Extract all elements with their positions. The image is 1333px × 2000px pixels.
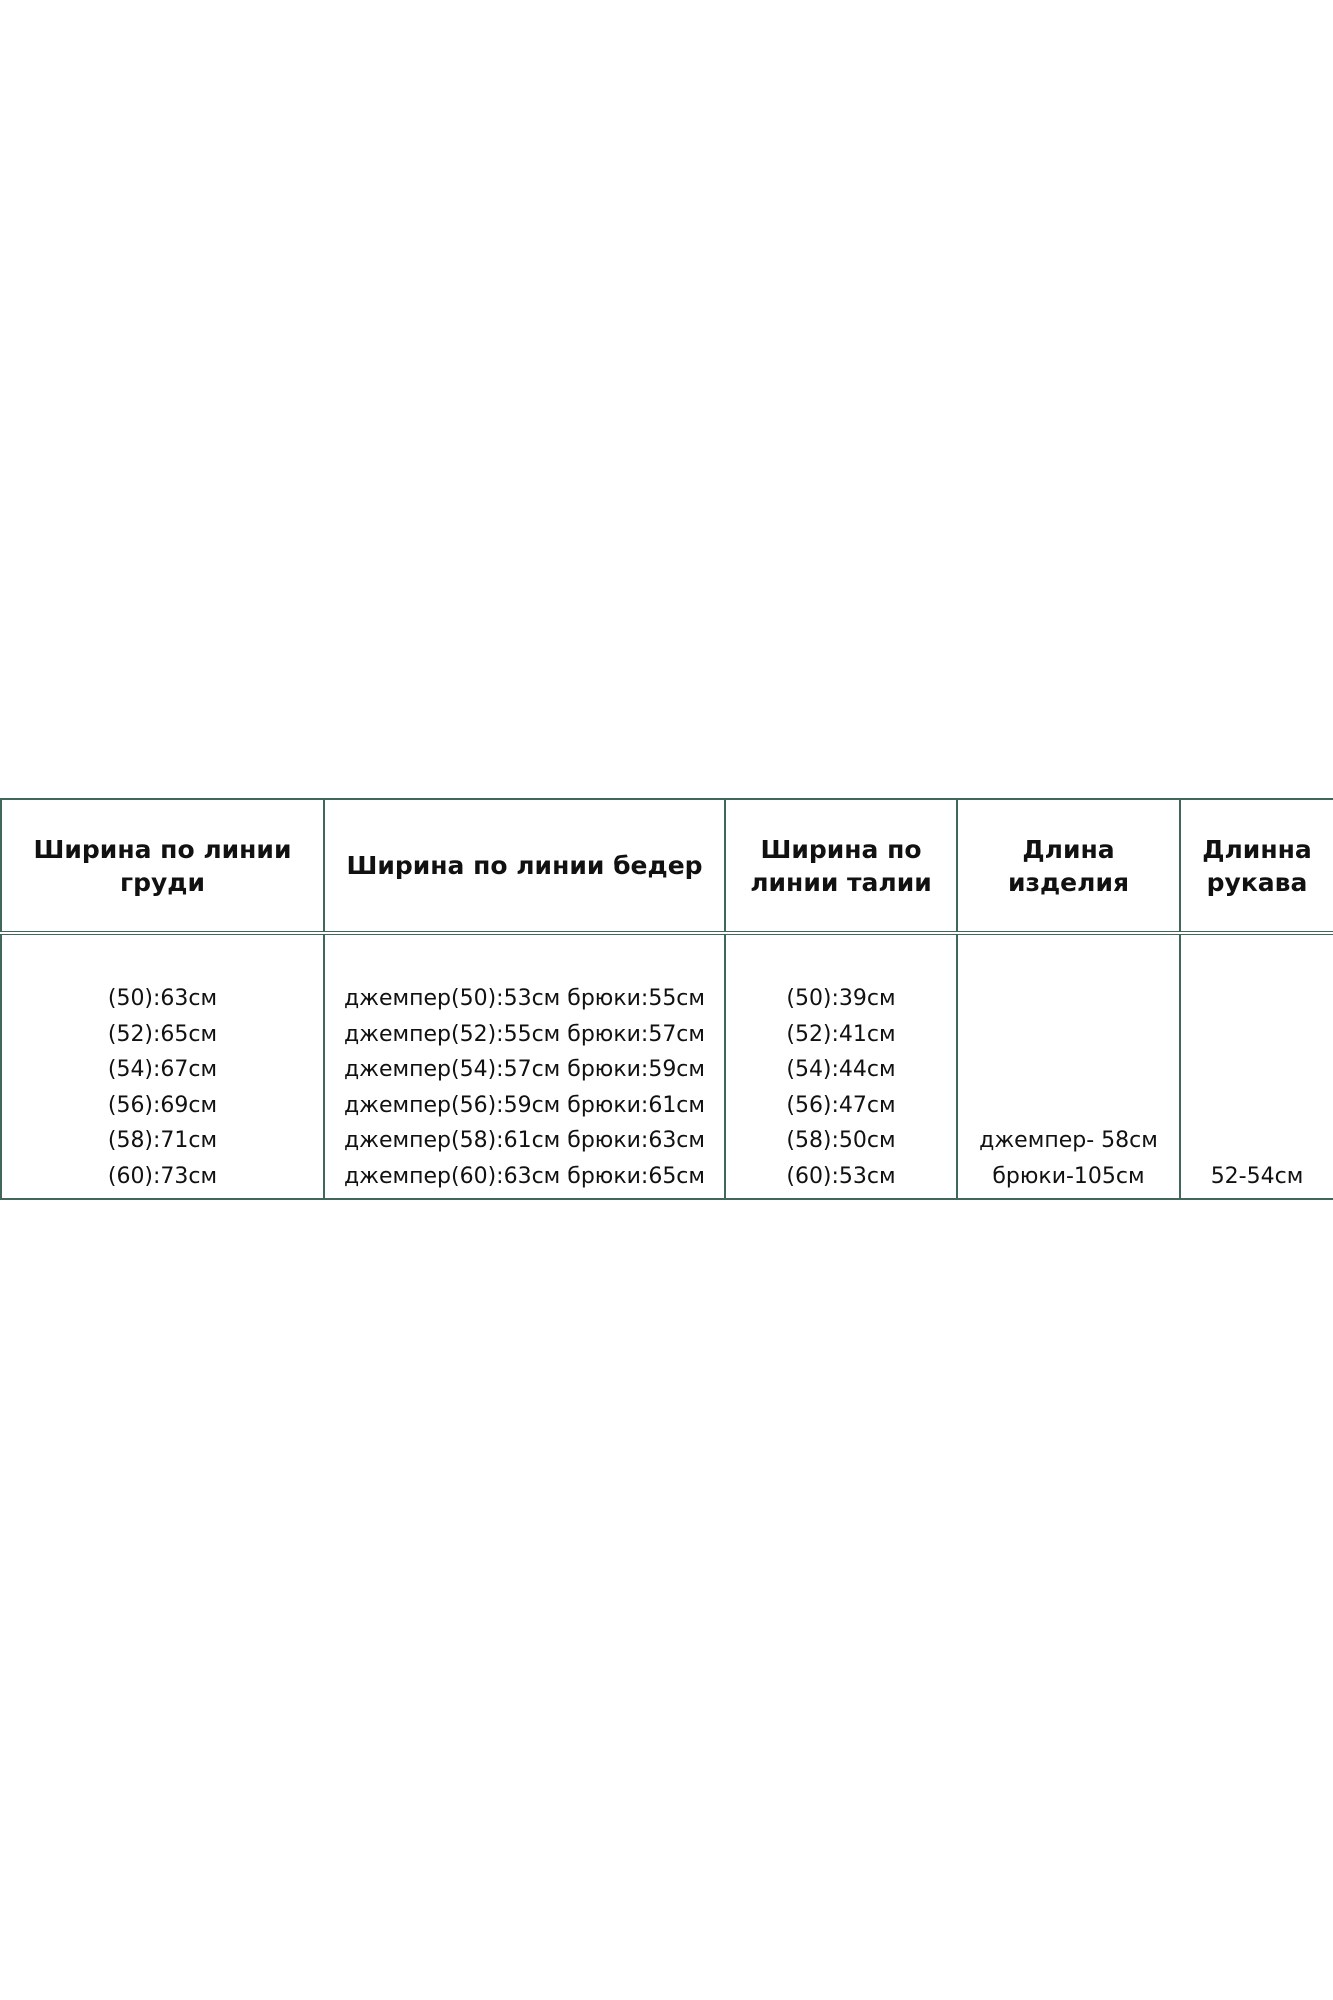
bust-value: (56):69см bbox=[107, 1092, 218, 1118]
hip-width-cell bbox=[324, 933, 725, 1199]
bust-value: (50):63см bbox=[107, 986, 218, 1011]
waist-value: (50):39см bbox=[786, 986, 896, 1011]
length-value: джемпер- 58см bbox=[979, 1128, 1158, 1153]
waist-width-cell bbox=[725, 933, 957, 1199]
hip-value: джемпер(50):53см брюки:55см bbox=[343, 986, 706, 1011]
hip-value: джемпер(54):57см брюки:59см bbox=[343, 1057, 706, 1082]
waist-value: (58):50см bbox=[786, 1128, 896, 1153]
waist-value: (54):44см bbox=[786, 1057, 896, 1082]
header-row bbox=[1, 799, 1333, 933]
sleeve-length-cell bbox=[1180, 933, 1333, 1199]
header-waist-width: Ширина по линии талии bbox=[725, 799, 957, 933]
bust-value: (54):67см bbox=[107, 1057, 218, 1082]
length-value: брюки-105см bbox=[992, 1163, 1145, 1189]
hip-value: джемпер(56):59см брюки:61см bbox=[343, 1092, 706, 1118]
size-chart-table bbox=[0, 798, 1333, 1200]
waist-value: (52):41см bbox=[786, 1021, 896, 1047]
bust-value: (58):71см bbox=[107, 1128, 218, 1153]
header-bust-width: Ширина по линии груди bbox=[1, 799, 324, 933]
garment-length-cell bbox=[957, 933, 1180, 1199]
bust-value: (60):73см bbox=[107, 1163, 218, 1189]
bust-width-cell bbox=[1, 933, 324, 1199]
header-sleeve-length: Длинна рукава bbox=[1180, 799, 1333, 933]
hip-value: джемпер(58):61см брюки:63см bbox=[343, 1128, 706, 1153]
hip-value: джемпер(52):55см брюки:57см bbox=[343, 1021, 706, 1047]
waist-value: (60):53см bbox=[786, 1163, 896, 1189]
bust-value: (52):65см bbox=[107, 1021, 218, 1047]
hip-value: джемпер(60):63см брюки:65см bbox=[343, 1163, 706, 1189]
header-hip-width: Ширина по линии бедер bbox=[324, 799, 725, 933]
header-garment-length: Длина изделия bbox=[957, 799, 1180, 933]
values-row bbox=[1, 933, 1333, 1199]
waist-value: (56):47см bbox=[786, 1092, 896, 1118]
sleeve-value: 52-54см bbox=[1210, 1163, 1304, 1189]
